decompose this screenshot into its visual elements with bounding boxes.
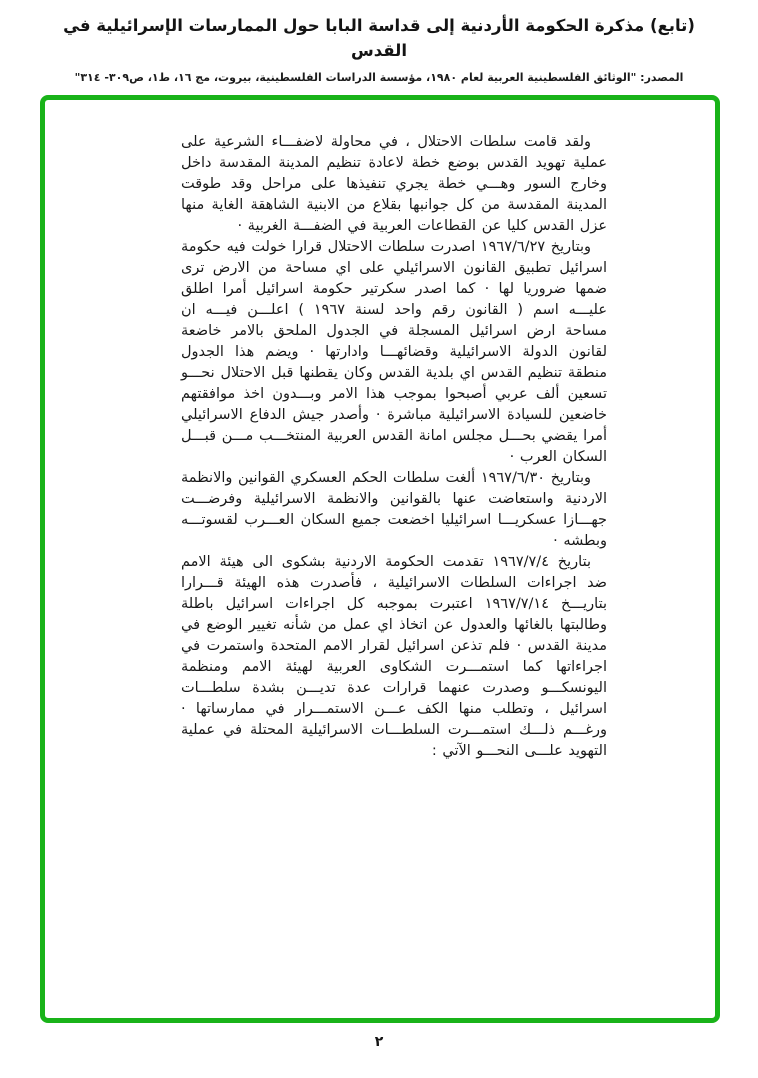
document-header — [0, 14, 758, 84]
body-paragraph: ولقد قامت سلطات الاحتلال ، في محاولة لاضفـــاء الشرعية على عملية تهويد القدس بوضع خطة لاعادة تنظيم المدينة المقدسة داخل وخارج السور وهـــي خطة يجري تنفيذها على مراحل وقد طوقت المدينة المقدسة من كل جوانبها بقلاع من الابنية الشاهقة الغاية منها عزل القدس كليا عن القطاعات العربية في الضفـــة الغربية · — [181, 134, 607, 234]
document-source-citation: المصدر: "الوثائق الفلسطينية العربية لعام ١٩٨٠، مؤسسة الدراسات الفلسطينية، بيروت، مج ١٦، ط١، ص٣٠٩- ٣١٤" — [74, 70, 684, 84]
body-paragraph: بتاريخ ١٩٦٧/٧/٤ تقدمت الحكومة الاردنية بشكوى الى هيئة الامم ضد اجراءات السلطات الاسرائيلية ، فأصدرت هذه الهيئة قـــرارا بتاريـــخ ١٩٦٧/٧/١٤ اعتبرت بموجبه كل اجراءات اسرائيل باطلة وطالبتها بالغائها والعدول عن اتخاذ اي عمل من شأنه تغيير الوضع في مدينة القدس · فلم تذعن اسرائيل لقرار الامم المتحدة واستمرت في اجراءاتها كما استمـــرت الشكاوى العربية لهيئة الامم ومنظمة اليونسكـــو وصدرت عنهما قرارات عدة تديـــن بشدة سلطـــات اسرائيل ، وتطلب منها الكف عـــن الاستمـــرار في ممارساتها · ورغـــم ذلـــك استمـــرت السلطـــات الاسرائيلية المحتلة في عملية التهويد علـــى النحـــو الآتي : — [181, 554, 607, 759]
content-frame — [40, 95, 720, 1023]
body-paragraph: وبتاريخ ١٩٦٧/٦/٣٠ ألغت سلطات الحكم العسكري القوانين والانظمة الاردنية واستعاضت عنها بالقوانين والانظمة الاسرائيلية وفرضـــت جهـــازا عسكريـــا اسرائيليا اخضعت جميع السكان العـــرب لقسوتـــه وبطشه · — [181, 470, 607, 549]
document-body — [45, 100, 715, 1018]
page-number: ٢ — [374, 1034, 384, 1050]
body-paragraph: وبتاريخ ١٩٦٧/٦/٢٧ اصدرت سلطات الاحتلال قرارا خولت فيه حكومة اسرائيل تطبيق القانون الاسرائيلي على اي مساحة من الارض ترى ضمها ضروريا لها · كما اصدر سكرتير حكومة اسرائيل أمرا اطلق عليـــه اسم ( القانون رقم واحد لسنة ١٩٦٧ ) اعلـــن فيـــه ان مساحة ارض اسرائيل المسجلة في الجدول الملحق بالامر خاضعة لقانون الدولة الاسرائيلية وقضائهـــا وادارتها · ويضم هذا الجدول منطقة تنظيم القدس اي بلدية القدس وكان يقطنها قبل الاحتلال نحـــو تسعين ألف عربي أصبحوا بموجب هذا الامر وبـــدون اخذ موافقتهم خاضعين للسيادة الاسرائيلية مباشرة · وأصدر جيش الدفاع الاسرائيلي أمرا يقضي بحـــل مجلس امانة القدس العربية المنتخـــب مـــن قبـــل السكان العرب · — [181, 239, 607, 465]
document-title: (تابع) مذكرة الحكومة الأردنية إلى قداسة البابا حول الممارسات الإسرائيلية في القدس — [63, 16, 695, 60]
